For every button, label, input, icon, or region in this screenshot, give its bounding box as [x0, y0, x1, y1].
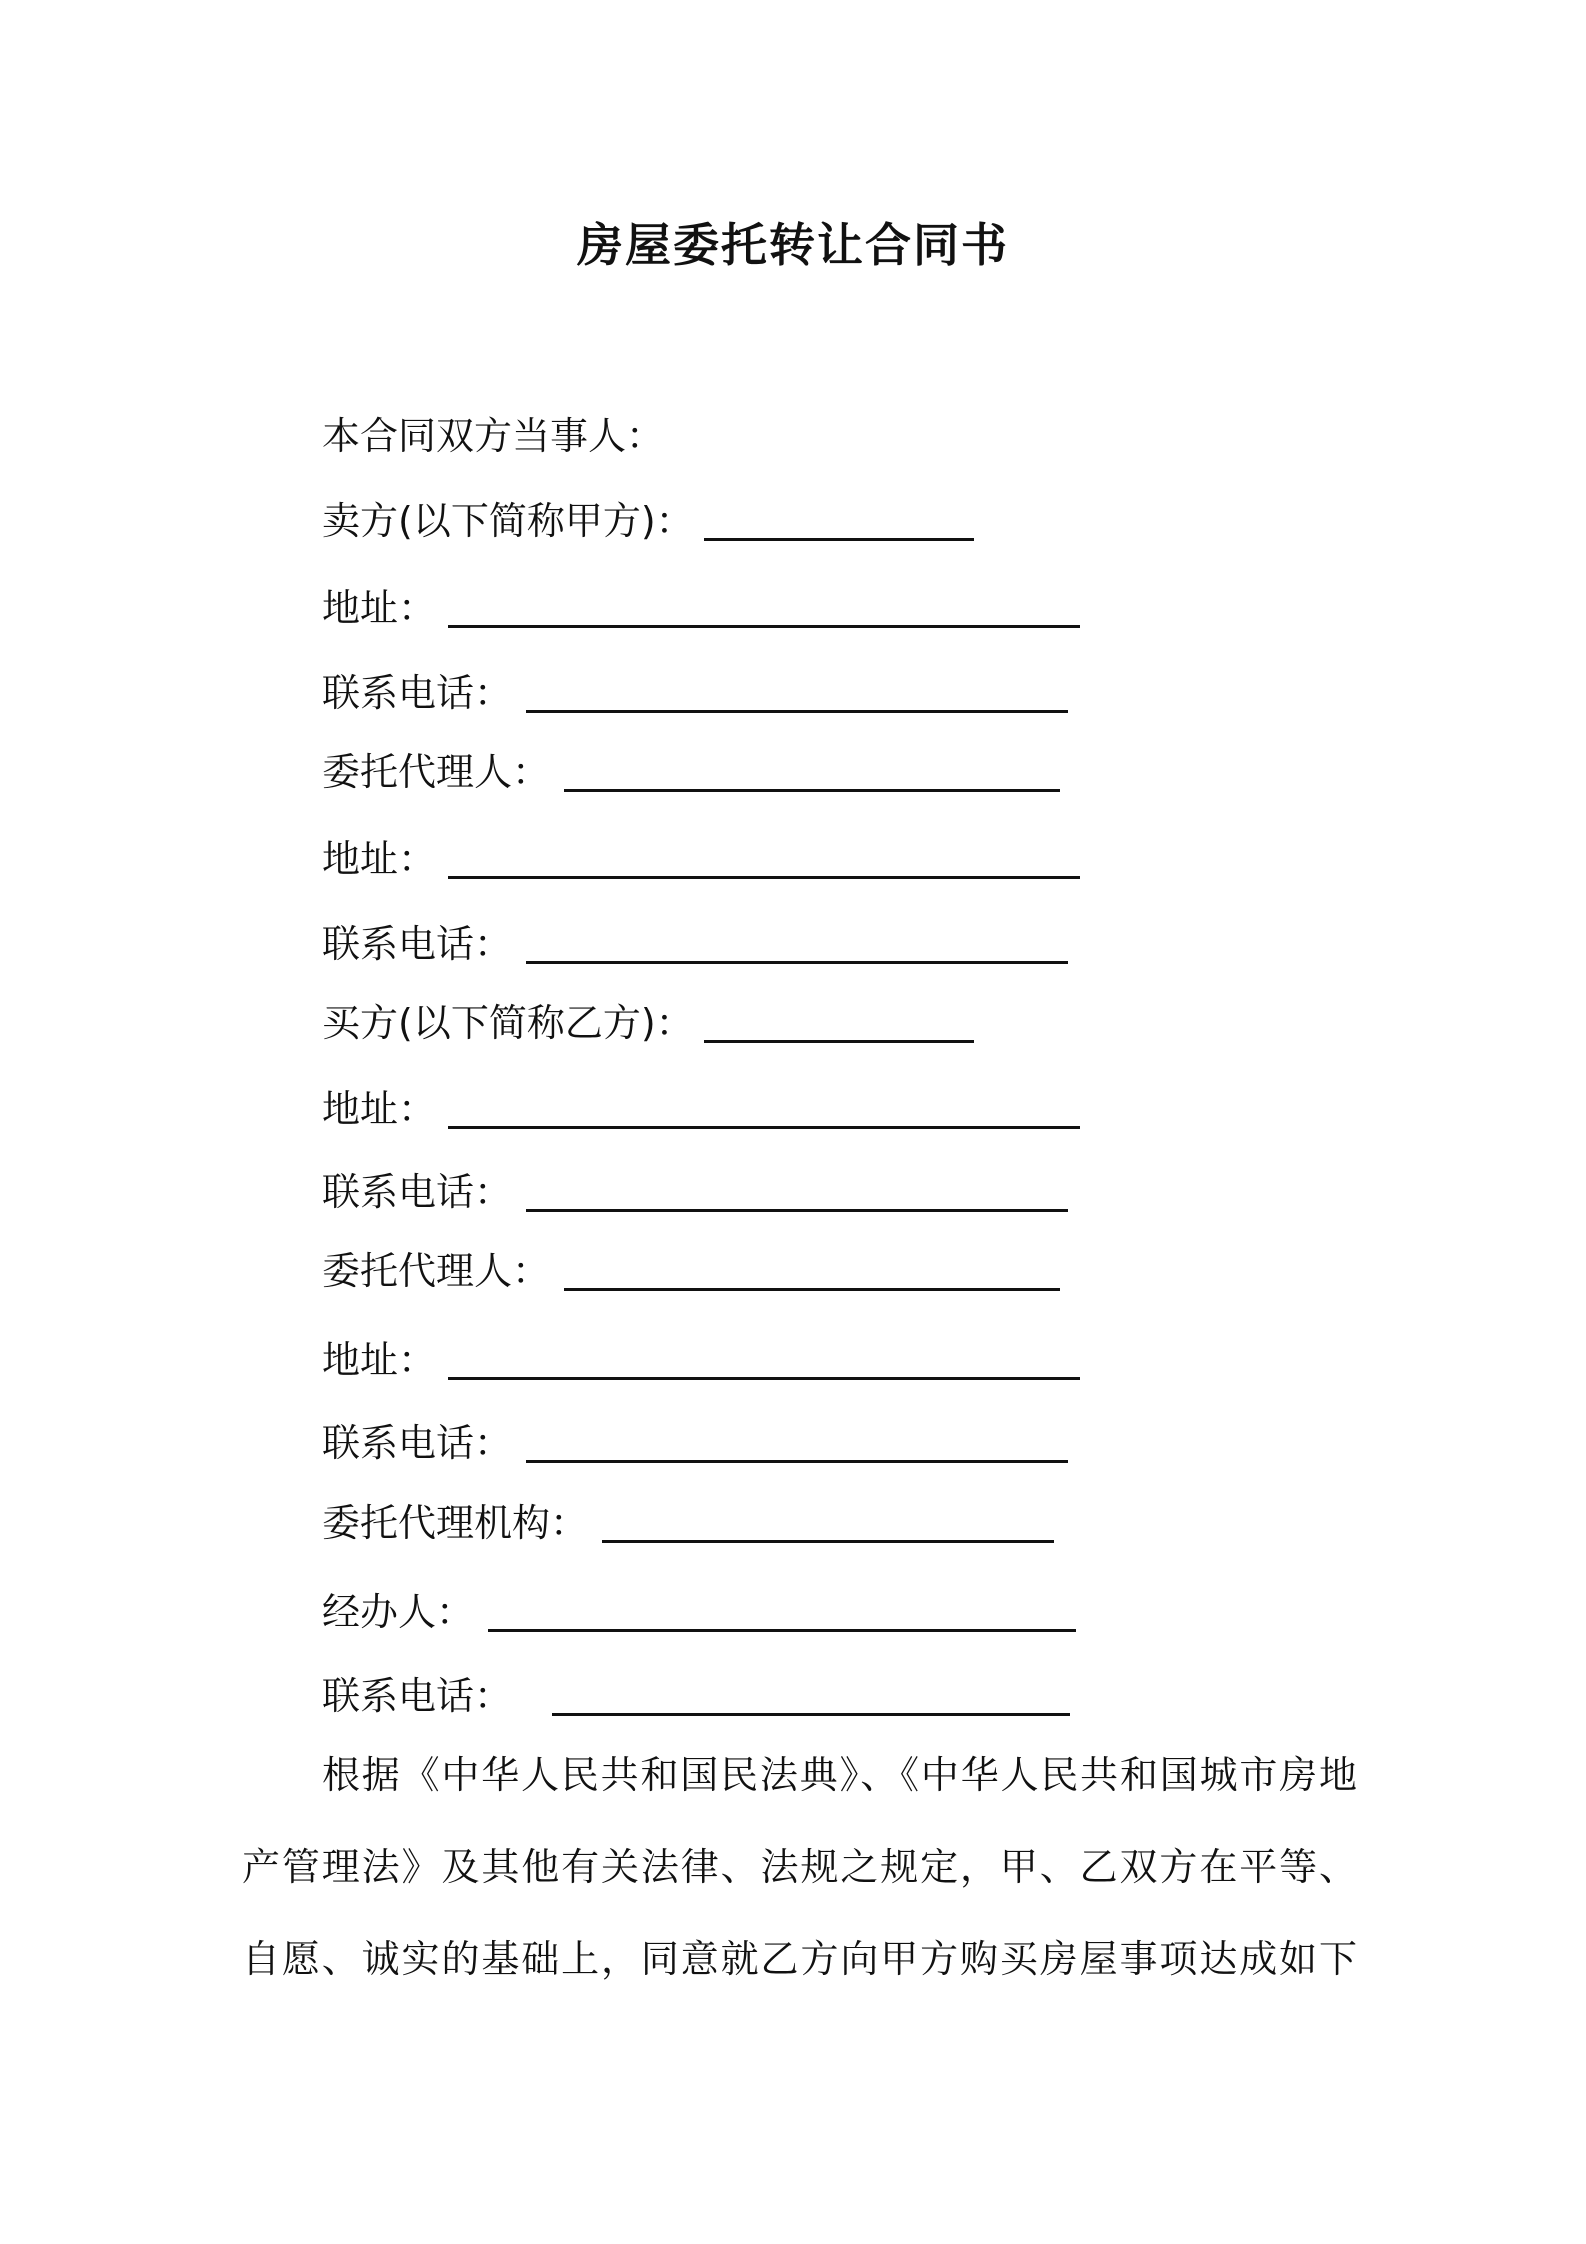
buyer-agent-field — [322, 1243, 1060, 1299]
buyer-agent-blank[interactable] — [564, 1232, 1060, 1291]
seller-agent-blank[interactable] — [564, 733, 1060, 792]
handler-blank[interactable] — [488, 1573, 1076, 1632]
preamble-line-1: 根据《中华人民共和国民法典》、《中华人民共和国城市房地 — [322, 1753, 1357, 1797]
buyer-agent-address-blank[interactable] — [448, 1321, 1080, 1380]
handler-phone-label: 联系电话： — [322, 1674, 513, 1718]
buyer-agent-address-label: 地址： — [322, 1338, 437, 1382]
seller-address-field — [322, 580, 1080, 636]
handler-phone-field — [322, 1668, 1070, 1724]
agency-blank[interactable] — [602, 1484, 1054, 1543]
seller-agent-phone-label: 联系电话： — [322, 922, 513, 966]
preamble-line-2: 产管理法》及其他有关法律、法规之规定，甲、乙双方在平等、 — [242, 1845, 1357, 1889]
page-title: 房屋委托转让合同书 — [577, 218, 1009, 272]
buyer-agent-label: 委托代理人： — [322, 1249, 551, 1293]
seller-agent-phone-blank[interactable] — [526, 905, 1068, 964]
buyer-address-label: 地址： — [322, 1087, 437, 1131]
buyer-agent-phone-field — [322, 1415, 1068, 1471]
agency-label: 委托代理机构： — [322, 1501, 589, 1545]
seller-agent-address-blank[interactable] — [448, 820, 1080, 879]
seller-label: 卖方(以下简称甲方)： — [322, 499, 694, 543]
buyer-phone-field — [322, 1164, 1068, 1220]
seller-agent-label: 委托代理人： — [322, 750, 551, 794]
buyer-agent-address-field — [322, 1332, 1080, 1388]
intro-line — [322, 408, 664, 464]
buyer-label: 买方(以下简称乙方)： — [322, 1001, 694, 1045]
seller-address-label: 地址： — [322, 586, 437, 630]
seller-address-blank[interactable] — [448, 569, 1080, 628]
buyer-phone-blank[interactable] — [526, 1153, 1068, 1212]
seller-phone-blank[interactable] — [526, 654, 1068, 713]
buyer-blank[interactable] — [704, 984, 974, 1043]
buyer-address-blank[interactable] — [448, 1070, 1080, 1129]
seller-agent-phone-field — [322, 916, 1068, 972]
buyer-field — [322, 995, 974, 1051]
preamble-line-3: 自愿、诚实的基础上，同意就乙方向甲方购买房屋事项达成如下 — [242, 1937, 1357, 1981]
seller-blank[interactable] — [704, 482, 974, 541]
buyer-address-field — [322, 1081, 1080, 1137]
intro-text: 本合同双方当事人： — [322, 414, 665, 458]
seller-agent-address-label: 地址： — [322, 837, 437, 881]
preamble-paragraph — [242, 1729, 1357, 2005]
buyer-agent-phone-blank[interactable] — [526, 1404, 1068, 1463]
handler-label: 经办人： — [322, 1590, 475, 1634]
buyer-phone-label: 联系电话： — [322, 1170, 513, 1214]
seller-phone-field — [322, 665, 1068, 721]
seller-agent-field — [322, 744, 1060, 800]
seller-agent-address-field — [322, 831, 1080, 887]
handler-field — [322, 1584, 1076, 1640]
handler-phone-blank[interactable] — [552, 1657, 1070, 1716]
agency-field — [322, 1495, 1054, 1551]
seller-phone-label: 联系电话： — [322, 671, 513, 715]
buyer-agent-phone-label: 联系电话： — [322, 1421, 513, 1465]
seller-field — [322, 493, 974, 549]
